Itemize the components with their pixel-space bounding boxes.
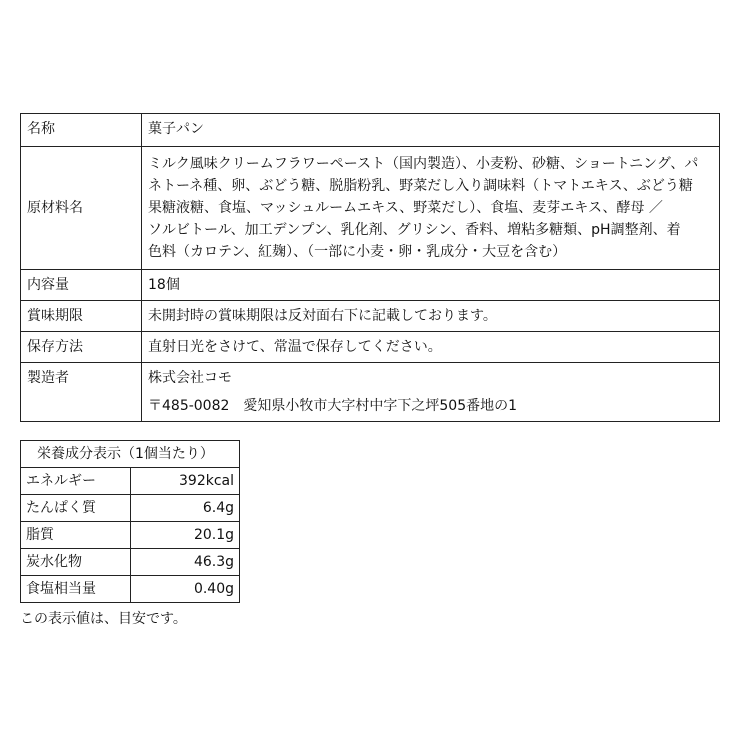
nutrition-row bbox=[21, 522, 240, 549]
label-row-contents bbox=[21, 270, 720, 301]
label-value-expiry: 未開封時の賞味期限は反対面右下に記載しております。 bbox=[142, 301, 720, 332]
nutrition-table bbox=[20, 440, 240, 603]
nutrition-row bbox=[21, 576, 240, 603]
label-value-storage: 直射日光をさけて、常温で保存してください。 bbox=[142, 332, 720, 363]
manufacturer-company: 株式会社コモ bbox=[148, 370, 232, 386]
nutrition-value: 46.3g bbox=[130, 549, 240, 576]
label-row-manufacturer bbox=[21, 363, 720, 422]
nutrition-title-row bbox=[21, 441, 240, 468]
ingredients-line: ソルビトール、加工デンプン、乳化剤、グリシン、香料、増粘多糖類、pH調整剤、着 bbox=[148, 222, 681, 238]
nutrition-title: 栄養成分表示（1個当たり） bbox=[21, 441, 240, 468]
nutrition-name: たんぱく質 bbox=[21, 495, 131, 522]
nutrition-note: この表示値は、目安です。 bbox=[20, 611, 187, 627]
nutrition-name: エネルギー bbox=[21, 468, 131, 495]
ingredients-line: ネトーネ種、卵、ぶどう糖、脱脂粉乳、野菜だし入り調味料（トマトエキス、ぶどう糖 bbox=[148, 178, 693, 194]
label-key-expiry: 賞味期限 bbox=[21, 301, 142, 332]
label-key-ingredients: 原材料名 bbox=[21, 147, 142, 270]
label-row-expiry bbox=[21, 301, 720, 332]
label-value-ingredients bbox=[142, 147, 720, 270]
nutrition-name: 脂質 bbox=[21, 522, 131, 549]
product-label-table bbox=[20, 113, 720, 422]
nutrition-value: 6.4g bbox=[130, 495, 240, 522]
ingredients-line: ミルク風味クリームフラワーペースト（国内製造）、小麦粉、砂糖、ショートニング、パ bbox=[148, 156, 699, 172]
nutrition-value: 0.40g bbox=[130, 576, 240, 603]
label-key-storage: 保存方法 bbox=[21, 332, 142, 363]
nutrition-row bbox=[21, 549, 240, 576]
nutrition-value: 392kcal bbox=[130, 468, 240, 495]
label-key-name: 名称 bbox=[21, 114, 142, 147]
label-row-name bbox=[21, 114, 720, 147]
nutrition-value: 20.1g bbox=[130, 522, 240, 549]
nutrition-row bbox=[21, 468, 240, 495]
nutrition-name: 食塩相当量 bbox=[21, 576, 131, 603]
label-value-manufacturer bbox=[142, 363, 720, 422]
label-key-manufacturer: 製造者 bbox=[21, 363, 142, 422]
manufacturer-address: 〒485-0082 愛知県小牧市大字村中字下之坪505番地の1 bbox=[148, 398, 518, 414]
label-value-contents: 18個 bbox=[142, 270, 720, 301]
label-row-storage bbox=[21, 332, 720, 363]
nutrition-name: 炭水化物 bbox=[21, 549, 131, 576]
ingredients-line: 色料（カロテン、紅麹）、（一部に小麦・卵・乳成分・大豆を含む） bbox=[148, 244, 567, 260]
ingredients-line: 果糖液糖、食塩、マッシュルームエキス、野菜だし）、食塩、麦芽エキス、酵母 ／ bbox=[148, 200, 663, 216]
label-key-contents: 内容量 bbox=[21, 270, 142, 301]
label-value-name: 菓子パン bbox=[142, 114, 720, 147]
label-row-ingredients bbox=[21, 147, 720, 270]
nutrition-row bbox=[21, 495, 240, 522]
